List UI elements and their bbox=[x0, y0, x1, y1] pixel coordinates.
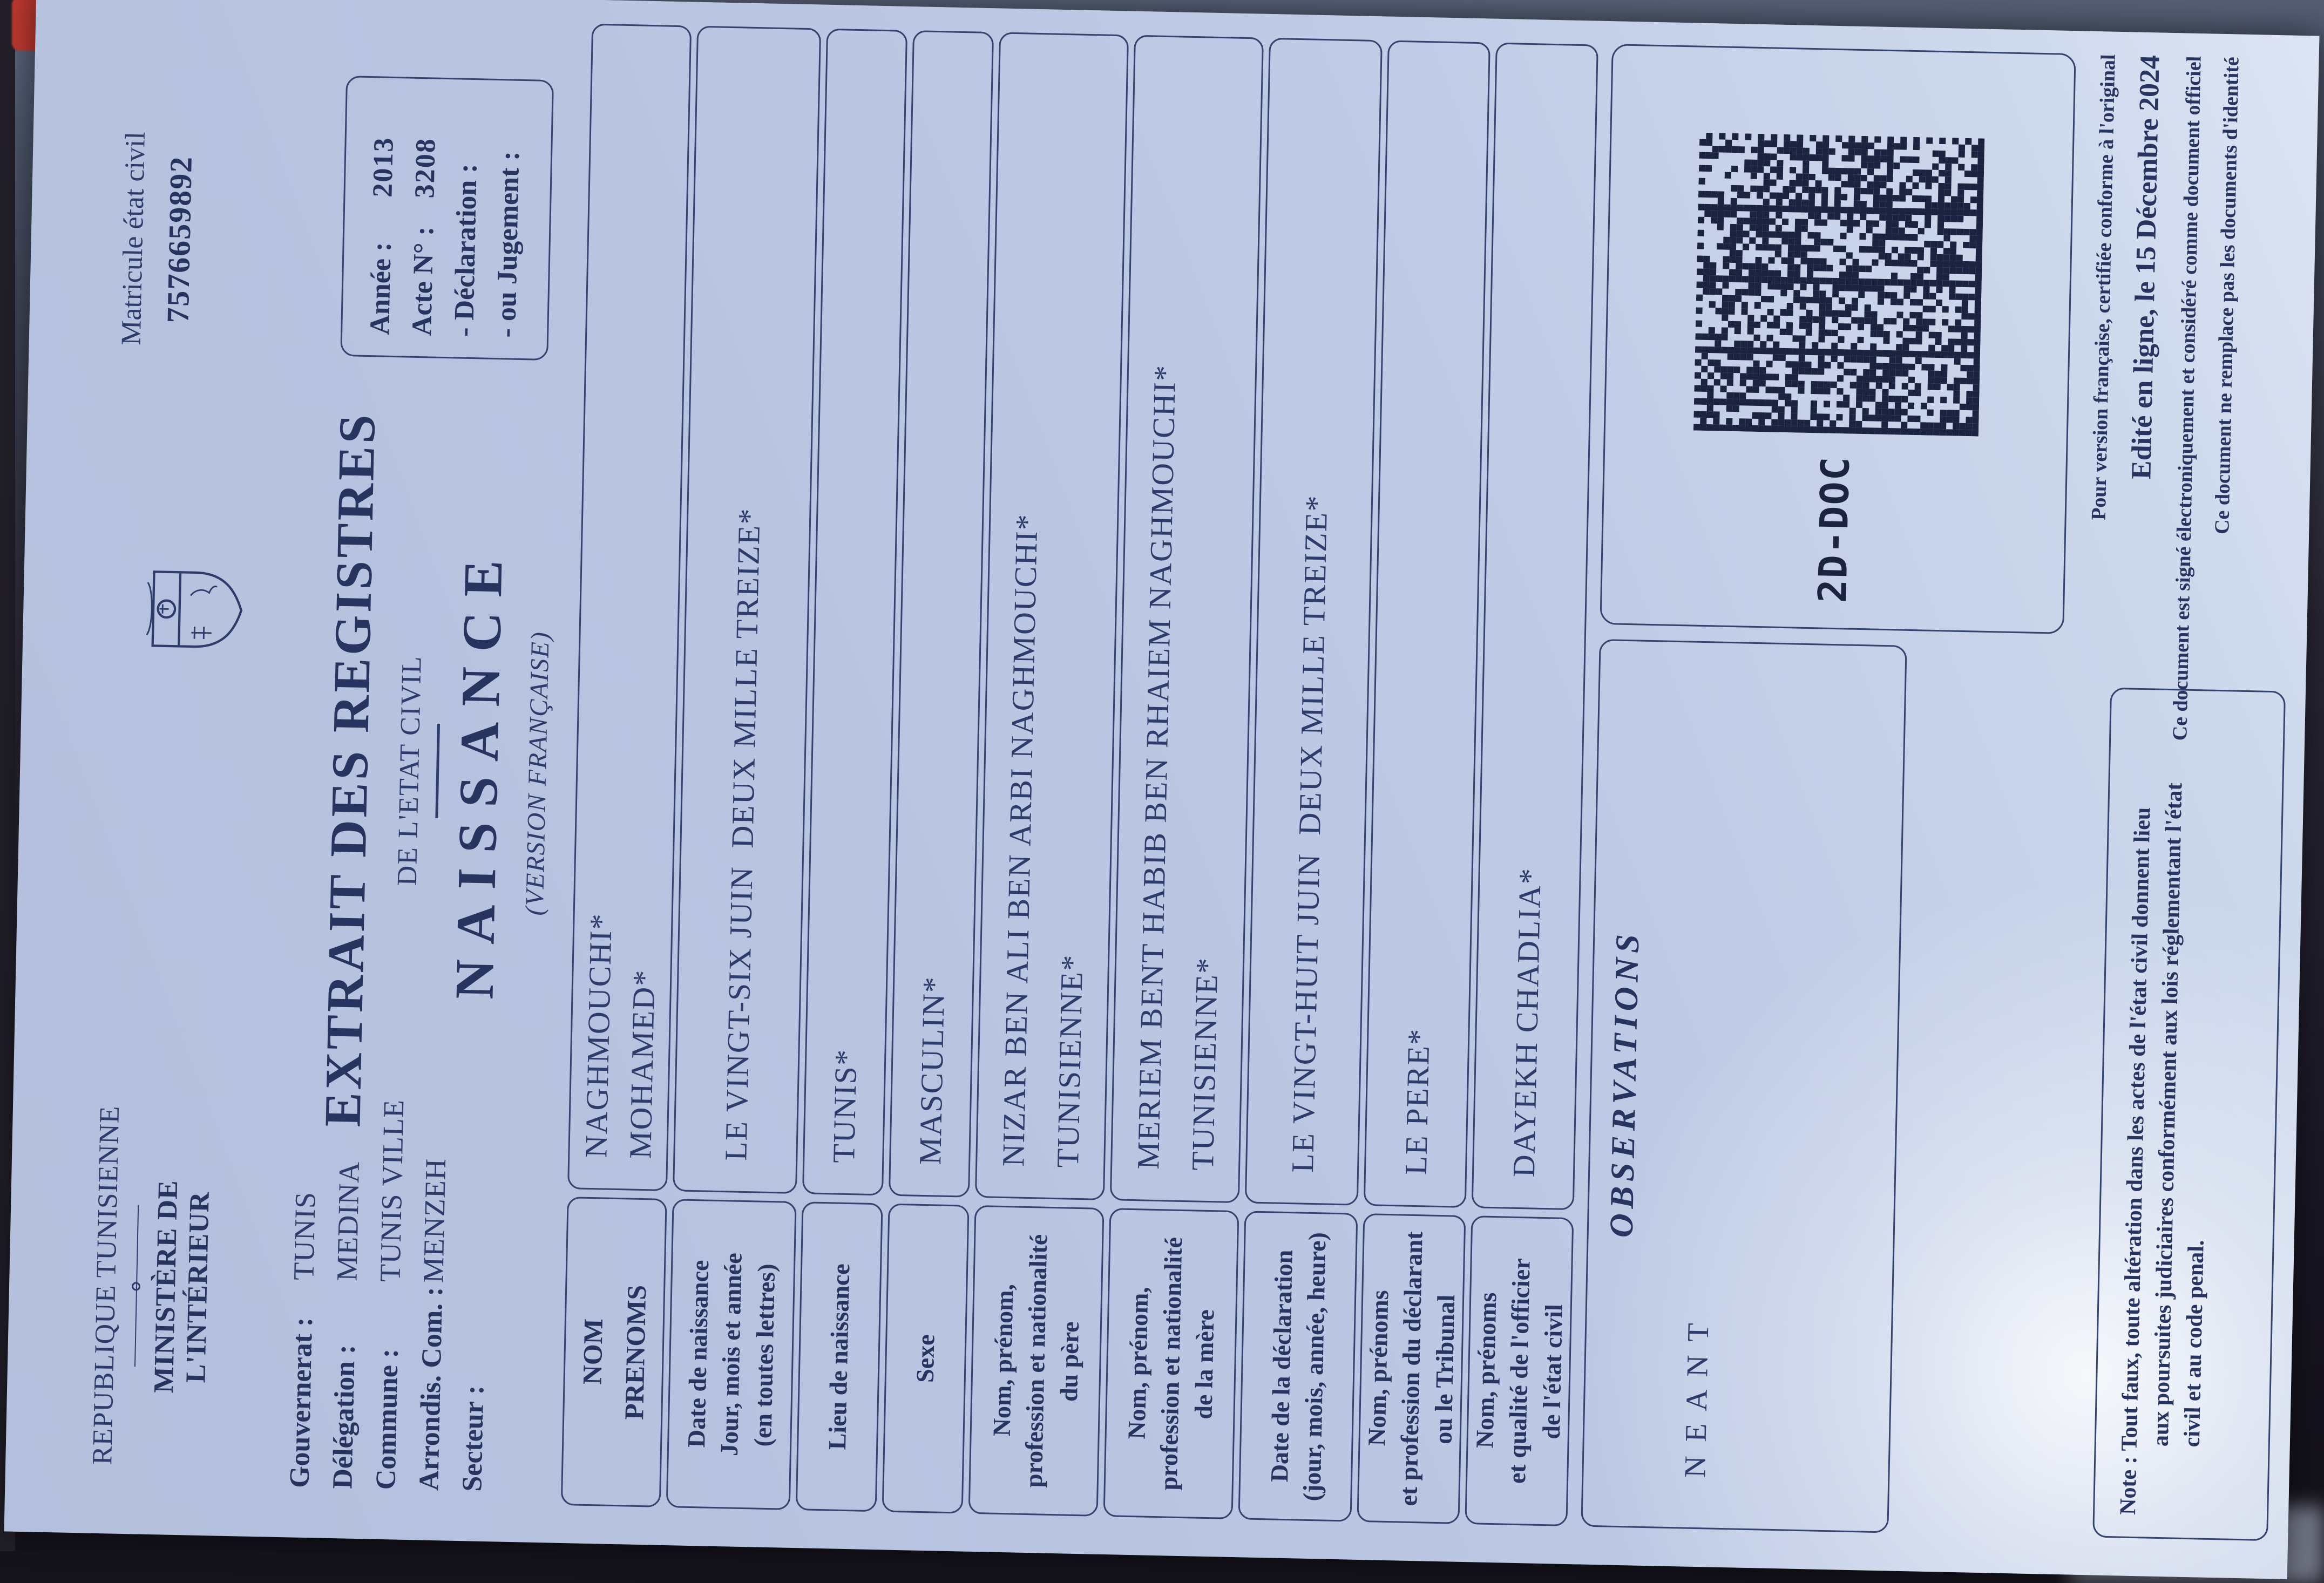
act-value: 3208 bbox=[409, 137, 442, 199]
field-value: TUNIS VILLE bbox=[374, 1099, 410, 1282]
year-line bbox=[358, 98, 405, 336]
judgment-line: - ou Jugement : bbox=[490, 151, 525, 338]
barcode-box bbox=[1600, 44, 2076, 634]
label-line: Date de la déclaration bbox=[1265, 1249, 1298, 1483]
row-label bbox=[1103, 1208, 1239, 1519]
republic-header bbox=[86, 1080, 218, 1493]
datamatrix-barcode-icon bbox=[1693, 133, 1984, 437]
label-line: NOM bbox=[577, 1318, 609, 1385]
label-line: Nom, prénoms bbox=[1363, 1289, 1394, 1446]
title-naissance: NAISSANCE bbox=[444, 544, 514, 1000]
value-line: LE VINGT-HUIT JUIN DEUX MILLE TREIZE* bbox=[1284, 494, 1334, 1173]
signed-line: Ce document est signé électroniquement et considéré comme document officiel bbox=[2169, 56, 2206, 741]
field-label: Arrondis. Com. : bbox=[413, 1286, 449, 1491]
label-line: profession et nationalité bbox=[1020, 1234, 1053, 1488]
value-line: MERIEM BENT HABIB BEN RHAIEM NAGHMOUCHI* bbox=[1130, 364, 1183, 1170]
value-line: NAGHMOUCHI* bbox=[578, 912, 619, 1158]
field-label: Gouvernerat : bbox=[283, 1317, 319, 1489]
value-line: MOHAMED* bbox=[622, 969, 662, 1159]
title-etat-civil: DE L'ETAT CIVIL bbox=[391, 655, 428, 886]
label-line: Lieu de naissance bbox=[823, 1263, 855, 1450]
label-line: Date de naissance bbox=[682, 1259, 714, 1448]
value-line: NIZAR BEN ALI BEN ARBI NAGHMOUCHI* bbox=[995, 513, 1045, 1167]
observations-title: OBSERVATIONS bbox=[1603, 929, 1647, 1238]
declaration-line: - Déclaration : bbox=[448, 163, 483, 337]
row-label bbox=[1465, 1215, 1574, 1526]
note-label: Note : bbox=[2116, 1456, 2142, 1516]
label-line: (jour, mois, année, heure) bbox=[1298, 1232, 1331, 1502]
value-line: LE PERE* bbox=[1398, 1028, 1437, 1176]
matricule-label: Matricule état civil bbox=[116, 131, 151, 346]
field-value: MEDINA bbox=[330, 1161, 366, 1282]
value-line: MASCULIN* bbox=[912, 975, 951, 1165]
value-line: TUNIS* bbox=[825, 1048, 864, 1164]
label-line: ou le Tribunal bbox=[1429, 1294, 1460, 1445]
row-label bbox=[1357, 1213, 1466, 1524]
document-title bbox=[311, 372, 561, 1170]
field-label: Délégation : bbox=[327, 1344, 361, 1490]
title-rule bbox=[435, 724, 440, 818]
edited-line: Edité en ligne, le 15 Décembre 2024 bbox=[2126, 55, 2166, 480]
note-box bbox=[2092, 688, 2286, 1541]
label-line: Nom, prénom, bbox=[987, 1283, 1019, 1437]
replace-line: Ce document ne remplace pas les documents d'identité bbox=[2211, 56, 2244, 535]
republic-title: REPUBLIQUE TUNISIENNE bbox=[87, 1105, 126, 1465]
row-label bbox=[666, 1199, 797, 1510]
matricule-value: 7576659892 bbox=[160, 155, 199, 324]
observations-box bbox=[1581, 639, 1907, 1533]
row-value bbox=[1110, 35, 1264, 1204]
act-line bbox=[401, 99, 448, 336]
table-row bbox=[968, 32, 1129, 1516]
field-label: Secteur : bbox=[456, 1385, 490, 1492]
title-extrait: EXTRAIT DES REGISTRES bbox=[313, 411, 387, 1127]
label-line: PRENOMS bbox=[618, 1285, 652, 1421]
row-value bbox=[673, 26, 821, 1194]
row-label bbox=[968, 1205, 1105, 1517]
act-number-box bbox=[340, 76, 554, 361]
value-line: LE VINGT-SIX JUIN DEUX MILLE TREIZE* bbox=[717, 507, 767, 1161]
note-text: Tout faux, toute altération dans les actes de l'état civil donnent lieu bbox=[2117, 807, 2156, 1452]
row-value bbox=[975, 32, 1129, 1200]
row-label bbox=[796, 1201, 883, 1512]
label-line: (en toutes lettres) bbox=[748, 1263, 780, 1447]
note-line-3: civil et au code penal. bbox=[2179, 1240, 2209, 1448]
table-row bbox=[1103, 35, 1264, 1519]
label-line: et profession du déclarant bbox=[1394, 1231, 1428, 1506]
value-line: TUNISIENNE* bbox=[1184, 956, 1224, 1171]
label-line: et qualité de l'officier bbox=[1503, 1258, 1536, 1484]
row-label bbox=[561, 1197, 667, 1507]
label-line: du père bbox=[1054, 1321, 1084, 1402]
row-value bbox=[1245, 38, 1383, 1206]
year-value: 2013 bbox=[367, 136, 399, 198]
row-value bbox=[1472, 43, 1598, 1211]
row-value bbox=[1364, 40, 1490, 1208]
label-line: de la mère bbox=[1189, 1309, 1219, 1420]
birth-certificate-document bbox=[4, 0, 2320, 1579]
header-divider bbox=[134, 1205, 139, 1367]
certified-line: Pour version française, certifiée conforme à l'original bbox=[2087, 53, 2120, 521]
field-value: TUNIS bbox=[287, 1191, 322, 1281]
note-line-2: aux poursuites judiciaires conformément aux lois réglementant l'état bbox=[2148, 782, 2187, 1447]
tunisia-coat-of-arms-icon bbox=[139, 560, 249, 659]
year-label: Année : bbox=[364, 242, 397, 336]
label-line: Jour, mois et année bbox=[715, 1252, 748, 1457]
title-version: (VERSION FRANÇAISE) bbox=[520, 630, 555, 916]
label-line: Nom, prénom, bbox=[1122, 1286, 1154, 1440]
act-label: Acte N° : bbox=[406, 226, 439, 336]
value-line: TUNISIENNE* bbox=[1049, 954, 1089, 1168]
matricule-block bbox=[114, 60, 201, 418]
label-line: profession et nationalité bbox=[1154, 1236, 1188, 1491]
ministry-title: MINISTÈRE DE L'INTÉRIEUR bbox=[148, 1179, 215, 1394]
barcode-label: 2D-DOC bbox=[1810, 456, 1858, 603]
row-value bbox=[567, 24, 692, 1191]
table-row bbox=[666, 26, 821, 1510]
label-line: Nom, prénoms bbox=[1471, 1292, 1502, 1449]
field-value: MENZEH bbox=[417, 1158, 452, 1283]
observations-value: N E A N T bbox=[1678, 1319, 1716, 1478]
field-label: Commune : bbox=[370, 1348, 404, 1490]
row-label bbox=[882, 1204, 970, 1514]
row-label bbox=[1238, 1211, 1358, 1521]
label-line: Sexe bbox=[911, 1334, 940, 1383]
value-line: DAYEKH CHADLIA* bbox=[1506, 867, 1548, 1178]
table-row bbox=[1238, 38, 1382, 1522]
label-line: de l'état civil bbox=[1537, 1303, 1568, 1440]
divider-dot-icon bbox=[132, 1282, 140, 1290]
